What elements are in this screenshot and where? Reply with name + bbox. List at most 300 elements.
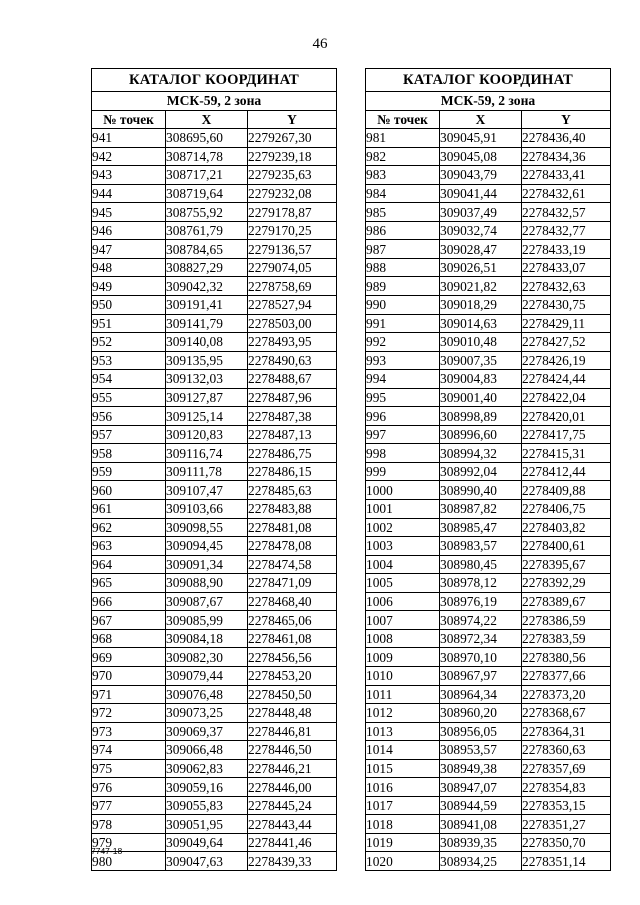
x-coordinate-cell: 309055,83 (166, 796, 248, 815)
table-row (92, 555, 337, 574)
x-coordinate-cell: 309132,03 (166, 370, 248, 389)
x-coordinate-cell: 309103,66 (166, 500, 248, 519)
point-number-cell: 1018 (366, 815, 440, 834)
y-coordinate-cell: 2278432,77 (522, 221, 611, 240)
x-coordinate-cell: 308717,21 (166, 166, 248, 185)
table-row (92, 351, 337, 370)
x-coordinate-cell: 308992,04 (440, 462, 522, 481)
x-coordinate-cell: 309037,49 (440, 203, 522, 222)
point-number-cell: 996 (366, 407, 440, 426)
point-number-cell: 964 (92, 555, 166, 574)
point-number-cell: 967 (92, 611, 166, 630)
x-coordinate-cell: 309141,79 (166, 314, 248, 333)
point-number-cell: 986 (366, 221, 440, 240)
x-coordinate-cell: 308784,65 (166, 240, 248, 259)
x-coordinate-cell: 309082,30 (166, 648, 248, 667)
point-number-cell: 1003 (366, 537, 440, 556)
point-number-cell: 1007 (366, 611, 440, 630)
y-coordinate-cell: 2278353,15 (522, 796, 611, 815)
table-row (366, 611, 611, 630)
y-coordinate-cell: 2279267,30 (248, 129, 337, 148)
table-row (366, 351, 611, 370)
point-number-cell: 988 (366, 258, 440, 277)
point-number-cell: 968 (92, 629, 166, 648)
table-row (92, 500, 337, 519)
x-coordinate-cell: 308939,35 (440, 833, 522, 852)
y-coordinate-cell: 2278426,19 (522, 351, 611, 370)
x-coordinate-cell: 308934,25 (440, 852, 522, 871)
x-coordinate-cell: 308990,40 (440, 481, 522, 500)
y-coordinate-cell: 2278446,00 (248, 778, 337, 797)
table-row (366, 481, 611, 500)
y-coordinate-cell: 2278377,66 (522, 666, 611, 685)
point-number-cell: 960 (92, 481, 166, 500)
point-number-cell: 971 (92, 685, 166, 704)
y-coordinate-cell: 2279235,63 (248, 166, 337, 185)
y-coordinate-cell: 2278471,09 (248, 574, 337, 593)
table-row (92, 314, 337, 333)
x-coordinate-cell: 309127,87 (166, 388, 248, 407)
x-coordinate-cell: 308996,60 (440, 425, 522, 444)
y-coordinate-cell: 2278412,44 (522, 462, 611, 481)
y-coordinate-cell: 2278429,11 (522, 314, 611, 333)
y-coordinate-cell: 2278373,20 (522, 685, 611, 704)
x-coordinate-cell: 309018,29 (440, 296, 522, 315)
table-row (92, 258, 337, 277)
x-coordinate-cell: 309021,82 (440, 277, 522, 296)
x-coordinate-cell: 309116,74 (166, 444, 248, 463)
point-number-cell: 1014 (366, 741, 440, 760)
catalog-title: КАТАЛОГ КООРДИНАТ (366, 69, 611, 92)
point-number-cell: 962 (92, 518, 166, 537)
table-row (366, 388, 611, 407)
y-coordinate-cell: 2278432,63 (522, 277, 611, 296)
table-row (92, 833, 337, 852)
table-row (366, 462, 611, 481)
x-coordinate-cell: 308967,97 (440, 666, 522, 685)
y-coordinate-cell: 2278383,59 (522, 629, 611, 648)
page-number: 46 (312, 36, 328, 52)
table-row (92, 852, 337, 871)
point-number-cell: 980 (92, 852, 166, 871)
point-number-cell: 963 (92, 537, 166, 556)
point-number-cell: 1019 (366, 833, 440, 852)
point-number-cell: 961 (92, 500, 166, 519)
table-row (92, 574, 337, 593)
table-row (92, 759, 337, 778)
table-row (92, 370, 337, 389)
table-row (92, 184, 337, 203)
y-coordinate-cell: 2278446,21 (248, 759, 337, 778)
y-coordinate-cell: 2278351,14 (522, 852, 611, 871)
x-coordinate-cell: 309069,37 (166, 722, 248, 741)
x-coordinate-cell: 308714,78 (166, 147, 248, 166)
x-coordinate-cell: 309191,41 (166, 296, 248, 315)
x-coordinate-cell: 309079,44 (166, 666, 248, 685)
catalog-title: КАТАЛОГ КООРДИНАТ (92, 69, 337, 92)
point-number-cell: 957 (92, 425, 166, 444)
point-number-cell: 952 (92, 333, 166, 352)
y-coordinate-cell: 2278485,63 (248, 481, 337, 500)
table-row (92, 537, 337, 556)
point-number-cell: 997 (366, 425, 440, 444)
point-number-cell: 1005 (366, 574, 440, 593)
point-number-cell: 991 (366, 314, 440, 333)
table-row (366, 574, 611, 593)
table-row (366, 759, 611, 778)
x-coordinate-cell: 308970,10 (440, 648, 522, 667)
point-number-cell: 951 (92, 314, 166, 333)
y-coordinate-cell: 2278450,50 (248, 685, 337, 704)
y-coordinate-cell: 2278486,75 (248, 444, 337, 463)
x-coordinate-cell: 308964,34 (440, 685, 522, 704)
y-coordinate-cell: 2278433,07 (522, 258, 611, 277)
table-row (92, 296, 337, 315)
table-row (92, 221, 337, 240)
column-header-point: № точек (92, 110, 166, 129)
x-coordinate-cell: 309028,47 (440, 240, 522, 259)
y-coordinate-cell: 2278488,67 (248, 370, 337, 389)
x-coordinate-cell: 308974,22 (440, 611, 522, 630)
y-coordinate-cell: 2278380,56 (522, 648, 611, 667)
x-coordinate-cell: 309120,83 (166, 425, 248, 444)
y-coordinate-cell: 2278465,06 (248, 611, 337, 630)
point-number-cell: 972 (92, 704, 166, 723)
x-coordinate-cell: 309051,95 (166, 815, 248, 834)
point-number-cell: 947 (92, 240, 166, 259)
table-row (366, 537, 611, 556)
point-number-cell: 970 (92, 666, 166, 685)
x-coordinate-cell: 309032,74 (440, 221, 522, 240)
column-header-x: X (440, 110, 522, 129)
table-row (366, 277, 611, 296)
point-number-cell: 958 (92, 444, 166, 463)
point-number-cell: 1000 (366, 481, 440, 500)
table-row (92, 425, 337, 444)
y-coordinate-cell: 2278417,75 (522, 425, 611, 444)
x-coordinate-cell: 309045,08 (440, 147, 522, 166)
point-number-cell: 975 (92, 759, 166, 778)
table-row (92, 518, 337, 537)
point-number-cell: 969 (92, 648, 166, 667)
table-row (366, 704, 611, 723)
y-coordinate-cell: 2278350,70 (522, 833, 611, 852)
table-row (92, 203, 337, 222)
y-coordinate-cell: 2278415,31 (522, 444, 611, 463)
y-coordinate-cell: 2278490,63 (248, 351, 337, 370)
table-row (92, 462, 337, 481)
y-coordinate-cell: 2279239,18 (248, 147, 337, 166)
y-coordinate-cell: 2278354,83 (522, 778, 611, 797)
catalog-body-left (92, 129, 337, 871)
point-number-cell: 1017 (366, 796, 440, 815)
column-header-point: № точек (366, 110, 440, 129)
x-coordinate-cell: 309049,64 (166, 833, 248, 852)
x-coordinate-cell: 309007,35 (440, 351, 522, 370)
y-coordinate-cell: 2279232,08 (248, 184, 337, 203)
table-row (92, 741, 337, 760)
table-row (92, 240, 337, 259)
point-number-cell: 1001 (366, 500, 440, 519)
x-coordinate-cell: 309091,34 (166, 555, 248, 574)
table-row (92, 611, 337, 630)
y-coordinate-cell: 2278360,63 (522, 741, 611, 760)
y-coordinate-cell: 2279178,87 (248, 203, 337, 222)
point-number-cell: 974 (92, 741, 166, 760)
table-row (366, 221, 611, 240)
point-number-cell: 1010 (366, 666, 440, 685)
table-row (92, 407, 337, 426)
y-coordinate-cell: 2278474,58 (248, 555, 337, 574)
table-row (366, 648, 611, 667)
table-row (366, 592, 611, 611)
y-coordinate-cell: 2278395,67 (522, 555, 611, 574)
table-row (366, 815, 611, 834)
table-row (92, 685, 337, 704)
x-coordinate-cell: 308998,89 (440, 407, 522, 426)
table-row (92, 388, 337, 407)
table-row (366, 852, 611, 871)
table-row (366, 333, 611, 352)
table-row (92, 333, 337, 352)
table-row (366, 444, 611, 463)
point-number-cell: 1009 (366, 648, 440, 667)
x-coordinate-cell: 308960,20 (440, 704, 522, 723)
y-coordinate-cell: 2278409,88 (522, 481, 611, 500)
point-number-cell: 948 (92, 258, 166, 277)
x-coordinate-cell: 309004,83 (440, 370, 522, 389)
table-row (92, 166, 337, 185)
point-number-cell: 999 (366, 462, 440, 481)
y-coordinate-cell: 2278483,88 (248, 500, 337, 519)
point-number-cell: 985 (366, 203, 440, 222)
x-coordinate-cell: 309066,48 (166, 741, 248, 760)
x-coordinate-cell: 308947,07 (440, 778, 522, 797)
y-coordinate-cell: 2278403,82 (522, 518, 611, 537)
point-number-cell: 953 (92, 351, 166, 370)
x-coordinate-cell: 308719,64 (166, 184, 248, 203)
point-number-cell: 949 (92, 277, 166, 296)
point-number-cell: 946 (92, 221, 166, 240)
y-coordinate-cell: 2278434,36 (522, 147, 611, 166)
table-row (366, 685, 611, 704)
y-coordinate-cell: 2278493,95 (248, 333, 337, 352)
x-coordinate-cell: 309026,51 (440, 258, 522, 277)
table-row (366, 629, 611, 648)
table-row (366, 240, 611, 259)
x-coordinate-cell: 308944,59 (440, 796, 522, 815)
point-number-cell: 998 (366, 444, 440, 463)
x-coordinate-cell: 309098,55 (166, 518, 248, 537)
y-coordinate-cell: 2278439,33 (248, 852, 337, 871)
table-row (92, 592, 337, 611)
x-coordinate-cell: 309041,44 (440, 184, 522, 203)
point-number-cell: 973 (92, 722, 166, 741)
y-coordinate-cell: 2278443,44 (248, 815, 337, 834)
table-row (366, 407, 611, 426)
x-coordinate-cell: 308972,34 (440, 629, 522, 648)
y-coordinate-cell: 2278445,24 (248, 796, 337, 815)
x-coordinate-cell: 308976,19 (440, 592, 522, 611)
x-coordinate-cell: 309062,83 (166, 759, 248, 778)
x-coordinate-cell: 309042,32 (166, 277, 248, 296)
y-coordinate-cell: 2278481,08 (248, 518, 337, 537)
table-row (92, 666, 337, 685)
y-coordinate-cell: 2278406,75 (522, 500, 611, 519)
y-coordinate-cell: 2278430,75 (522, 296, 611, 315)
point-number-cell: 1006 (366, 592, 440, 611)
table-row (92, 277, 337, 296)
point-number-cell: 983 (366, 166, 440, 185)
x-coordinate-cell: 309085,99 (166, 611, 248, 630)
table-row (92, 722, 337, 741)
x-coordinate-cell: 308983,57 (440, 537, 522, 556)
table-row (92, 444, 337, 463)
x-coordinate-cell: 308761,79 (166, 221, 248, 240)
point-number-cell: 959 (92, 462, 166, 481)
y-coordinate-cell: 2278448,48 (248, 704, 337, 723)
y-coordinate-cell: 2278433,19 (522, 240, 611, 259)
table-row (366, 314, 611, 333)
point-number-cell: 978 (92, 815, 166, 834)
point-number-cell: 977 (92, 796, 166, 815)
y-coordinate-cell: 2278461,08 (248, 629, 337, 648)
point-number-cell: 1008 (366, 629, 440, 648)
point-number-cell: 979 (92, 833, 166, 852)
y-coordinate-cell: 2278758,69 (248, 277, 337, 296)
x-coordinate-cell: 309087,67 (166, 592, 248, 611)
table-row (92, 778, 337, 797)
y-coordinate-cell: 2278420,01 (522, 407, 611, 426)
x-coordinate-cell: 309001,40 (440, 388, 522, 407)
table-row (366, 296, 611, 315)
x-coordinate-cell: 308941,08 (440, 815, 522, 834)
document-code: 7747-18 (91, 846, 123, 856)
point-number-cell: 994 (366, 370, 440, 389)
y-coordinate-cell: 2278456,56 (248, 648, 337, 667)
y-coordinate-cell: 2278478,08 (248, 537, 337, 556)
point-number-cell: 976 (92, 778, 166, 797)
column-header-x: X (166, 110, 248, 129)
point-number-cell: 984 (366, 184, 440, 203)
catalog-body-right (366, 129, 611, 871)
x-coordinate-cell: 309084,18 (166, 629, 248, 648)
table-row (366, 166, 611, 185)
point-number-cell: 993 (366, 351, 440, 370)
table-row (366, 741, 611, 760)
point-number-cell: 1013 (366, 722, 440, 741)
column-header-y: Y (248, 110, 337, 129)
y-coordinate-cell: 2278436,40 (522, 129, 611, 148)
y-coordinate-cell: 2278424,44 (522, 370, 611, 389)
coordinate-catalog-table-right (365, 68, 611, 871)
catalog-subtitle: МСК-59, 2 зона (92, 92, 337, 111)
y-coordinate-cell: 2278386,59 (522, 611, 611, 630)
point-number-cell: 943 (92, 166, 166, 185)
y-coordinate-cell: 2278487,38 (248, 407, 337, 426)
y-coordinate-cell: 2278389,67 (522, 592, 611, 611)
table-row (92, 481, 337, 500)
x-coordinate-cell: 308994,32 (440, 444, 522, 463)
x-coordinate-cell: 309140,08 (166, 333, 248, 352)
table-row (92, 704, 337, 723)
y-coordinate-cell: 2278468,40 (248, 592, 337, 611)
point-number-cell: 1015 (366, 759, 440, 778)
point-number-cell: 990 (366, 296, 440, 315)
table-row (366, 258, 611, 277)
table-row (92, 815, 337, 834)
x-coordinate-cell: 308695,60 (166, 129, 248, 148)
y-coordinate-cell: 2279170,25 (248, 221, 337, 240)
y-coordinate-cell: 2278357,69 (522, 759, 611, 778)
y-coordinate-cell: 2278446,50 (248, 741, 337, 760)
table-row (366, 555, 611, 574)
x-coordinate-cell: 309047,63 (166, 852, 248, 871)
table-row (366, 500, 611, 519)
x-coordinate-cell: 309088,90 (166, 574, 248, 593)
point-number-cell: 956 (92, 407, 166, 426)
x-coordinate-cell: 308987,82 (440, 500, 522, 519)
table-row (366, 425, 611, 444)
table-row (92, 648, 337, 667)
point-number-cell: 995 (366, 388, 440, 407)
point-number-cell: 966 (92, 592, 166, 611)
point-number-cell: 989 (366, 277, 440, 296)
y-coordinate-cell: 2278503,00 (248, 314, 337, 333)
table-row (366, 666, 611, 685)
point-number-cell: 1012 (366, 704, 440, 723)
point-number-cell: 1020 (366, 852, 440, 871)
point-number-cell: 1004 (366, 555, 440, 574)
table-row (366, 796, 611, 815)
x-coordinate-cell: 308827,29 (166, 258, 248, 277)
point-number-cell: 992 (366, 333, 440, 352)
y-coordinate-cell: 2279074,05 (248, 258, 337, 277)
x-coordinate-cell: 309010,48 (440, 333, 522, 352)
table-row (366, 129, 611, 148)
y-coordinate-cell: 2278400,61 (522, 537, 611, 556)
point-number-cell: 955 (92, 388, 166, 407)
point-number-cell: 944 (92, 184, 166, 203)
point-number-cell: 987 (366, 240, 440, 259)
point-number-cell: 982 (366, 147, 440, 166)
point-number-cell: 1002 (366, 518, 440, 537)
column-header-y: Y (522, 110, 611, 129)
point-number-cell: 1011 (366, 685, 440, 704)
x-coordinate-cell: 309059,16 (166, 778, 248, 797)
point-number-cell: 954 (92, 370, 166, 389)
y-coordinate-cell: 2278392,29 (522, 574, 611, 593)
y-coordinate-cell: 2278427,52 (522, 333, 611, 352)
x-coordinate-cell: 309125,14 (166, 407, 248, 426)
x-coordinate-cell: 309111,78 (166, 462, 248, 481)
point-number-cell: 942 (92, 147, 166, 166)
x-coordinate-cell: 308978,12 (440, 574, 522, 593)
y-coordinate-cell: 2278432,61 (522, 184, 611, 203)
x-coordinate-cell: 309073,25 (166, 704, 248, 723)
table-row (92, 147, 337, 166)
table-row (366, 184, 611, 203)
point-number-cell: 981 (366, 129, 440, 148)
table-row (92, 129, 337, 148)
x-coordinate-cell: 309043,79 (440, 166, 522, 185)
table-row (92, 629, 337, 648)
y-coordinate-cell: 2278422,04 (522, 388, 611, 407)
y-coordinate-cell: 2279136,57 (248, 240, 337, 259)
table-row (366, 833, 611, 852)
x-coordinate-cell: 308985,47 (440, 518, 522, 537)
x-coordinate-cell: 308949,38 (440, 759, 522, 778)
